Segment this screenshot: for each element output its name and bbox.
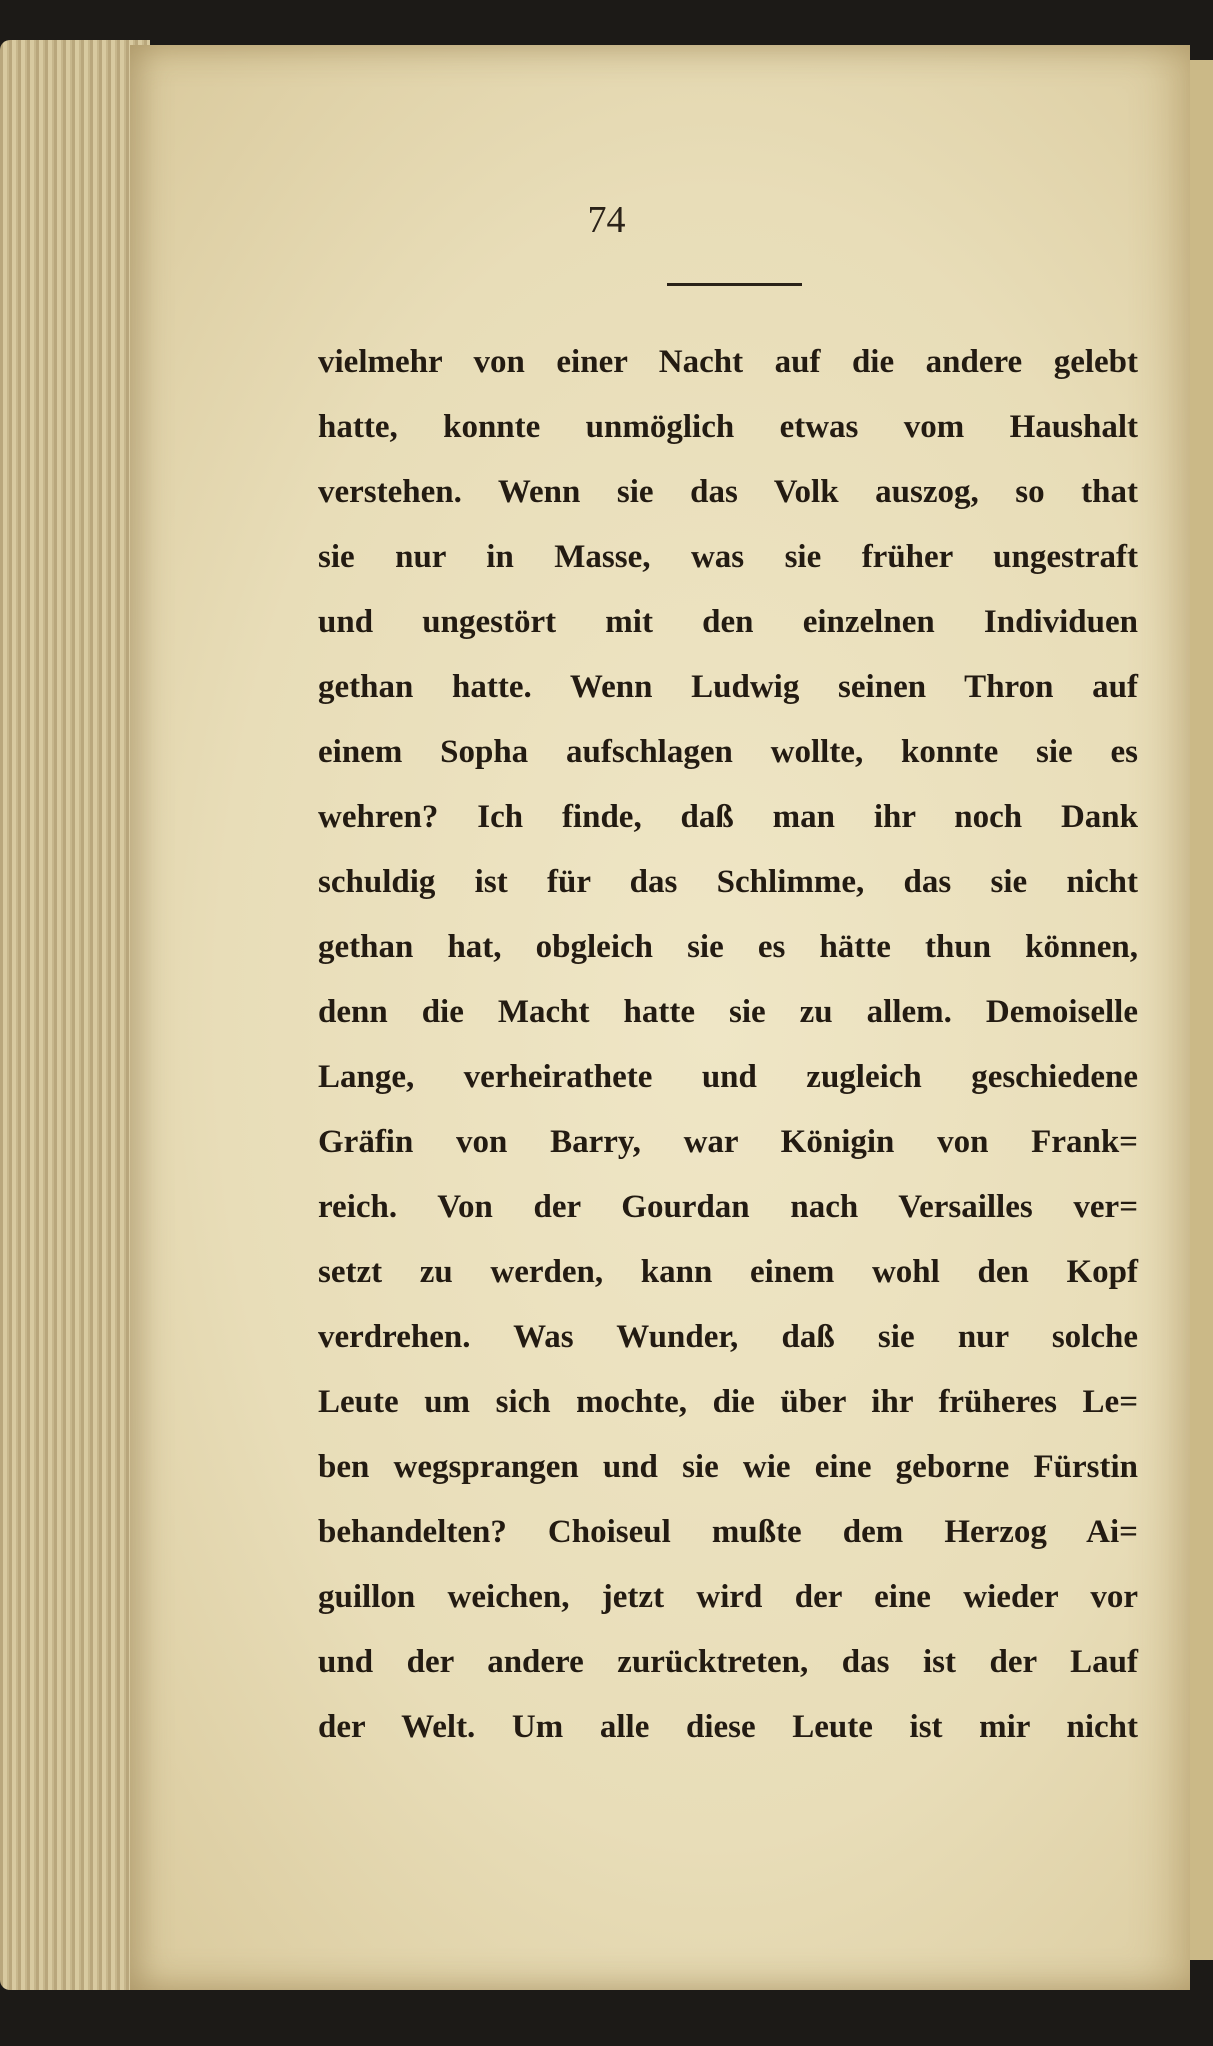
right-page-edge: [1190, 60, 1213, 1960]
text-line: reich. Von der Gourdan nach Versailles ver=: [318, 1189, 1138, 1225]
text-line: Leute um sich mochte, die über ihr früheres Le=: [318, 1384, 1138, 1420]
text-line: sie nur in Masse, was sie früher ungestraft: [318, 539, 1138, 575]
text-line: und ungestört mit den einzelnen Individuen: [318, 604, 1138, 640]
text-line: der Welt. Um alle diese Leute ist mir nicht: [318, 1709, 1138, 1745]
text-line: vielmehr von einer Nacht auf die andere gelebt: [318, 344, 1138, 380]
text-line: guillon weichen, jetzt wird der eine wieder vor: [318, 1579, 1138, 1615]
text-line: verstehen. Wenn sie das Volk auszog, so that: [318, 474, 1138, 510]
text-line: ben wegsprangen und sie wie eine geborne Fürstin: [318, 1449, 1138, 1485]
text-line: schuldig ist für das Schlimme, das sie nicht: [318, 864, 1138, 900]
text-line: wehren? Ich finde, daß man ihr noch Dank: [318, 799, 1138, 835]
text-line: Gräfin von Barry, war Königin von Frank=: [318, 1124, 1138, 1160]
body-text: [318, 330, 1138, 1760]
page-edges: [0, 40, 150, 1990]
text-line: hatte, konnte unmöglich etwas vom Haushalt: [318, 409, 1138, 445]
text-line: behandelten? Choiseul mußte dem Herzog Ai=: [318, 1514, 1138, 1550]
text-line: Lange, verheirathete und zugleich geschiedene: [318, 1059, 1138, 1095]
header-rule: [667, 283, 802, 286]
text-line: setzt zu werden, kann einem wohl den Kopf: [318, 1254, 1138, 1290]
text-line: gethan hat, obgleich sie es hätte thun können,: [318, 929, 1138, 965]
text-line: und der andere zurücktreten, das ist der Lauf: [318, 1644, 1138, 1680]
text-line: einem Sopha aufschlagen wollte, konnte sie es: [318, 734, 1138, 770]
text-line: gethan hatte. Wenn Ludwig seinen Thron auf: [318, 669, 1138, 705]
page-number: 74: [587, 199, 626, 241]
text-line: verdrehen. Was Wunder, daß sie nur solche: [318, 1319, 1138, 1355]
text-line: denn die Macht hatte sie zu allem. Demoiselle: [318, 994, 1138, 1030]
